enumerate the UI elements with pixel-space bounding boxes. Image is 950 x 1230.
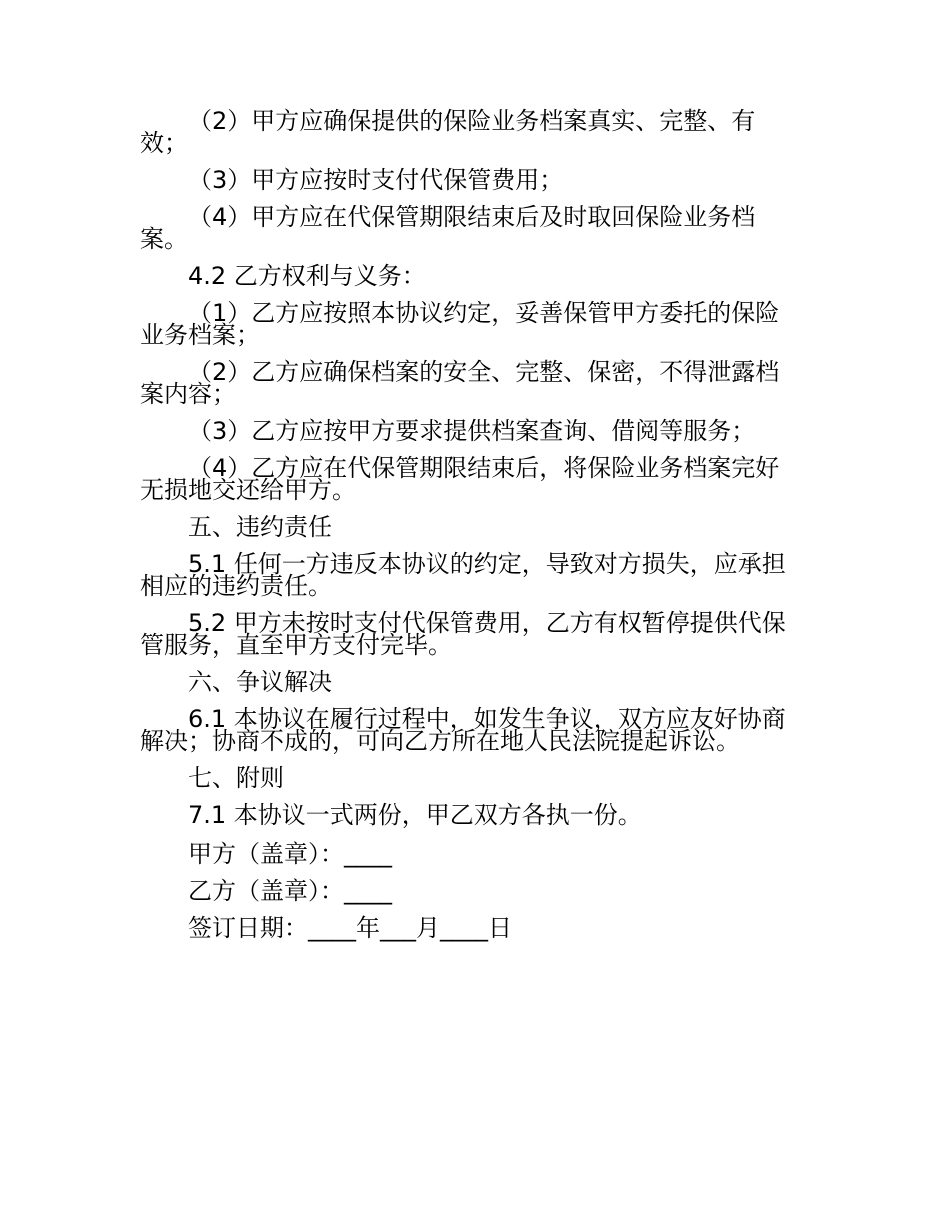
clause-4-1-4-line-2: 案。 xyxy=(140,225,188,253)
clause-4-2-2-line-1: （2）乙方应确保档案的安全、完整、保密，不得泄露档 xyxy=(188,358,780,386)
section-4-2-heading: 4.2 乙方权利与义务： xyxy=(188,262,426,290)
clause-4-1-4-line-1: （4）甲方应在代保管期限结束后及时取回保险业务档 xyxy=(188,203,756,231)
clause-6-1-line-2: 解决；协商不成的，可向乙方所在地人民法院提起诉讼。 xyxy=(140,727,740,755)
clause-4-2-1-line-2: 业务档案； xyxy=(140,321,260,349)
section-5-heading: 五、违约责任 xyxy=(188,513,332,541)
section-7-heading: 七、附则 xyxy=(188,764,284,792)
clause-5-1-line-1: 5.1 任何一方违反本协议的约定，导致对方损失，应承担 xyxy=(188,550,786,578)
clause-4-2-3: （3）乙方应按甲方要求提供档案查询、借阅等服务； xyxy=(188,417,756,445)
clause-4-2-1-line-1: （1）乙方应按照本协议约定，妥善保管甲方委托的保险 xyxy=(188,299,780,327)
clause-6-1-line-1: 6.1 本协议在履行过程中，如发生争议，双方应友好协商 xyxy=(188,705,786,733)
clause-4-1-2-line-2: 效； xyxy=(140,129,188,157)
clause-4-2-2-line-2: 案内容； xyxy=(140,380,236,408)
signing-date-line: 签订日期：____年___月____日 xyxy=(188,914,512,942)
party-a-seal-line: 甲方（盖章）：____ xyxy=(188,840,392,868)
clause-4-1-2-line-1: （2）甲方应确保提供的保险业务档案真实、完整、有 xyxy=(188,107,756,135)
clause-4-1-3: （3）甲方应按时支付代保管费用； xyxy=(188,166,564,194)
clause-4-2-4-line-2: 无损地交还给甲方。 xyxy=(140,476,356,504)
clause-7-1: 7.1 本协议一式两份，甲乙双方各执一份。 xyxy=(188,801,642,829)
clause-5-1-line-2: 相应的违约责任。 xyxy=(140,572,332,600)
clause-5-2-line-1: 5.2 甲方未按时支付代保管费用，乙方有权暂停提供代保 xyxy=(188,609,786,637)
clause-4-2-4-line-1: （4）乙方应在代保管期限结束后，将保险业务档案完好 xyxy=(188,454,780,482)
section-6-heading: 六、争议解决 xyxy=(188,668,332,696)
clause-5-2-line-2: 管服务，直至甲方支付完毕。 xyxy=(140,631,452,659)
party-b-seal-line: 乙方（盖章）：____ xyxy=(188,877,392,905)
